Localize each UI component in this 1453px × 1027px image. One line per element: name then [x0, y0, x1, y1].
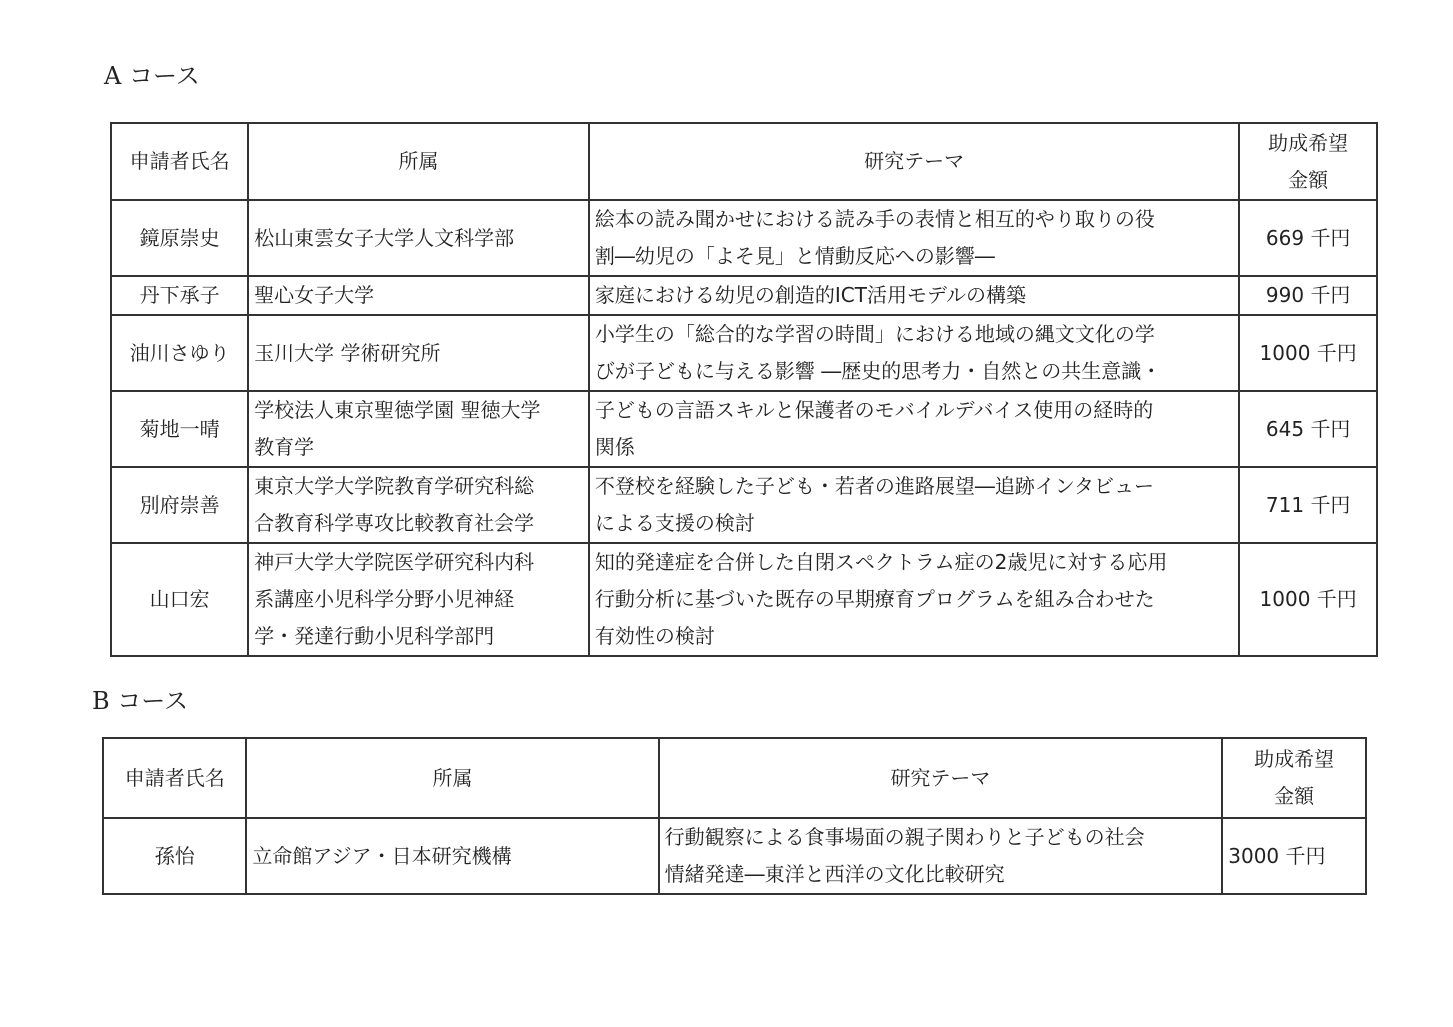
applicant-name: 別府崇善 [111, 467, 248, 543]
theme-line: による支援の検討 [594, 511, 755, 535]
affiliation [248, 391, 589, 467]
header-name: 申請者氏名 [103, 738, 246, 818]
header-affiliation: 所属 [246, 738, 658, 818]
research-theme [589, 276, 1239, 315]
header-name: 申請者氏名 [111, 123, 248, 200]
course-b-table [102, 737, 1367, 895]
table-row [111, 276, 1377, 315]
header-affiliation: 所属 [248, 123, 589, 200]
affiliation-line: 学校法人東京聖徳学園 聖徳大学 [254, 398, 541, 422]
requested-amount: 645 千円 [1239, 391, 1377, 467]
table-row [111, 543, 1377, 656]
header-amount: 助成希望 金額 [1239, 123, 1377, 200]
applicant-name: 鏡原崇史 [111, 200, 248, 276]
affiliation-line: 学・発達行動小児科学部門 [254, 624, 495, 648]
affiliation-line: 松山東雲女子大学人文科学部 [254, 225, 515, 250]
table-header-row [103, 738, 1366, 818]
theme-line: 有効性の検討 [594, 624, 715, 648]
header-theme: 研究テーマ [659, 738, 1223, 818]
affiliation [248, 315, 589, 391]
requested-amount: 669 千円 [1239, 200, 1377, 276]
theme-line: 家庭における幼児の創造的ICT活用モデルの構築 [594, 283, 1026, 307]
table-row [111, 200, 1377, 276]
theme-line: 子どもの言語スキルと保護者のモバイルデバイス使用の経時的 [594, 398, 1154, 422]
requested-amount: 3000 千円 [1222, 818, 1366, 894]
research-theme [589, 200, 1239, 276]
theme-line: 不登校を経験した子ども・若者の進路展望―追跡インタビュー [594, 474, 1155, 498]
affiliation-line: 東京大学大学院教育学研究科総 [254, 474, 535, 498]
theme-line: 行動分析に基づいた既存の早期療育プログラムを組み合わせた [594, 587, 1155, 611]
theme-line: 行動観察による食事場面の親子関わりと子どもの社会 [664, 825, 1145, 849]
applicant-name: 油川さゆり [111, 315, 248, 391]
affiliation [246, 818, 658, 894]
affiliation [248, 200, 589, 276]
table-row [111, 391, 1377, 467]
header-theme: 研究テーマ [589, 123, 1239, 200]
affiliation-line: 神戸大学大学院医学研究科内科 [254, 550, 535, 574]
requested-amount: 1000 千円 [1239, 543, 1377, 656]
affiliation-line: 教育学 [254, 435, 315, 459]
affiliation-line: 玉川大学 学術研究所 [254, 340, 441, 365]
theme-line: 情緒発達―東洋と西洋の文化比較研究 [664, 862, 1005, 886]
affiliation [248, 276, 589, 315]
theme-line: 割―幼児の「よそ見」と情動反応への影響― [594, 244, 995, 268]
affiliation [248, 467, 589, 543]
research-theme [589, 543, 1239, 656]
table-row [111, 315, 1377, 391]
applicant-name: 山口宏 [111, 543, 248, 656]
theme-line: 絵本の読み聞かせにおける読み手の表情と相互的やり取りの役 [594, 207, 1155, 231]
affiliation-line: 聖心女子大学 [254, 283, 375, 307]
research-theme [589, 315, 1239, 391]
requested-amount: 711 千円 [1239, 467, 1377, 543]
theme-line: 関係 [594, 435, 635, 459]
affiliation-line: 立命館アジア・日本研究機構 [252, 843, 512, 868]
affiliation-line: 合教育科学専攻比較教育社会学 [254, 511, 535, 535]
course-a-heading: A コース [104, 62, 200, 90]
theme-line: 知的発達症を合併した自閉スペクトラム症の2歳児に対する応用 [594, 550, 1168, 574]
research-theme [589, 467, 1239, 543]
affiliation-line: 系講座小児科学分野小児神経 [254, 587, 515, 611]
theme-line: びが子どもに与える影響 ―歴史的思考力・自然との共生意識・ [594, 359, 1162, 383]
course-b-heading: B コース [92, 687, 189, 715]
applicant-name: 菊地一晴 [111, 391, 248, 467]
table-row [111, 467, 1377, 543]
affiliation [248, 543, 589, 656]
research-theme [659, 818, 1223, 894]
applicant-name: 孫怡 [103, 818, 246, 894]
table-header-row [111, 123, 1377, 200]
requested-amount: 1000 千円 [1239, 315, 1377, 391]
applicant-name: 丹下承子 [111, 276, 248, 315]
header-amount: 助成希望 金額 [1222, 738, 1366, 818]
table-row [103, 818, 1366, 894]
requested-amount: 990 千円 [1239, 276, 1377, 315]
course-a-table [110, 122, 1378, 657]
theme-line: 小学生の「総合的な学習の時間」における地域の縄文文化の学 [594, 322, 1155, 346]
research-theme [589, 391, 1239, 467]
